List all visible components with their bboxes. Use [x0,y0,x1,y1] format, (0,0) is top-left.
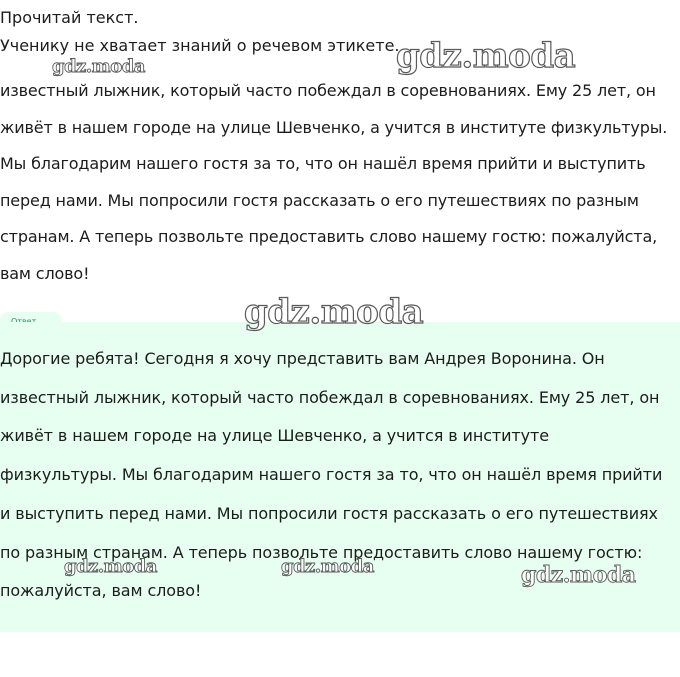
task-instruction: Прочитай текст. [0,8,139,27]
task-statement: Ученику не хватает знаний о речевом этикете. [0,36,400,55]
watermark-logo: gdz.moda [244,292,424,332]
watermark-logo: gdz.moda [521,562,636,588]
task-passage: известный лыжник, который часто побеждал в соревнованиях. Ему 25 лет, он живёт в нашем городе на улице Шевченко, а учится в институте физкультуры. Мы благодарим нашего гостя за то, что он нашёл время прийти и выступить перед нами. Мы попросили гостя рассказать о его путешествиях по разным странам. А теперь позвольте предоставить слово нашему гостю: пожалуйста, вам слово! [0,81,668,283]
watermark-logo: gdz.moda [281,556,374,577]
watermark-logo: gdz.moda [396,36,576,76]
answer-text: Дорогие ребята! Сегодня я хочу представить вам Андрея Воронина. Он известный лыжник, который часто побеждал в соревнованиях. Ему 25 лет, он живёт в нашем городе на улице Шевченко, а учится в институте физкультуры. Мы благодарим нашего гостя за то, что он нашёл время прийти и выступить перед нами. Мы попросили гостя рассказать о его путешествиях по разным странам. А теперь позвольте предоставить слово нашему гостю: пожалуйста, вам слово! [0,349,663,601]
watermark-logo: gdz.moda [52,56,145,77]
watermark-logo: gdz.moda [64,556,157,577]
